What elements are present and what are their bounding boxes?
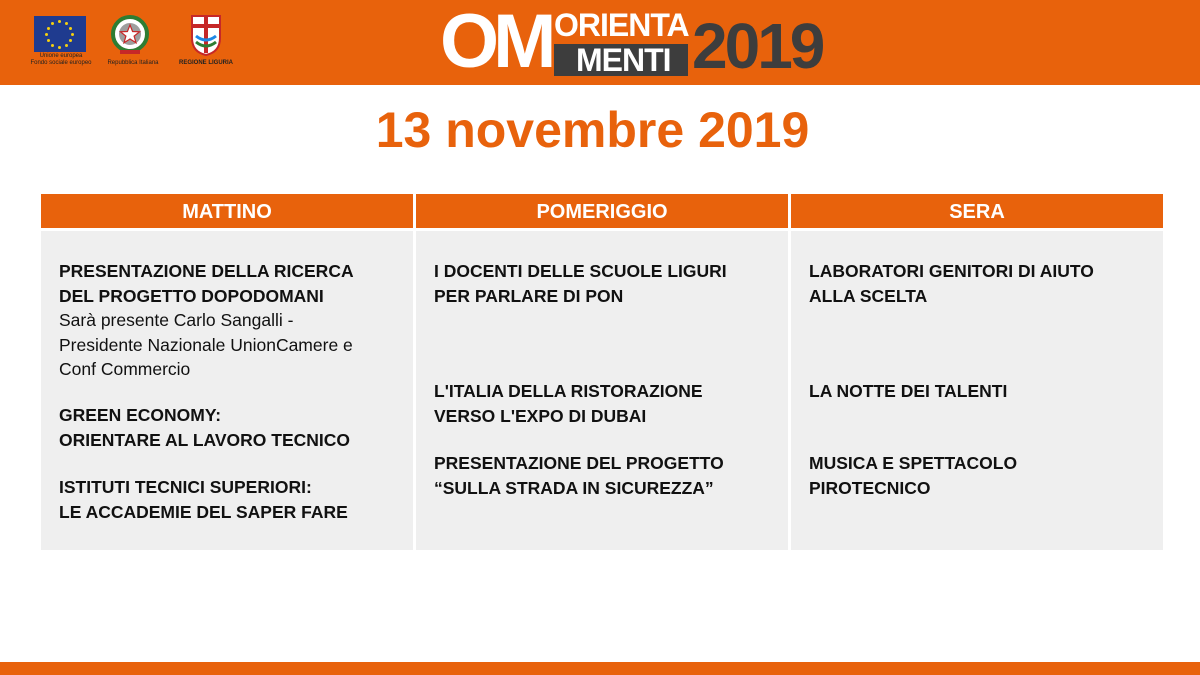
italian-republic-caption: Repubblica Italiana (107, 60, 159, 66)
column-header: POMERIGGIO (416, 194, 788, 228)
column-header: SERA (791, 194, 1163, 228)
schedule-item: PRESENTAZIONE DELLA RICERCA DEL PROGETTO DOPODOMANI Sarà presente Carlo Sangalli - Presidente Nazionale UnionCamere e Conf Commercio (59, 261, 354, 379)
schedule-item: ISTITUTI TECNICI SUPERIORI: LE ACCADEMIE DEL SAPER FARE (59, 477, 348, 522)
schedule-item: GREEN ECONOMY: ORIENTARE AL LAVORO TECNICO (59, 405, 351, 450)
schedule-table (41, 194, 1163, 550)
column-mattino (41, 194, 413, 550)
regione-liguria-caption: REGIONE LIGURIA (178, 60, 233, 66)
header-bar (0, 0, 1200, 85)
footer-bar (0, 662, 1200, 675)
column-body (416, 231, 788, 550)
brand-menti-text: MENTI (576, 42, 671, 78)
brand-orienta-text: ORIENTA (554, 7, 689, 43)
brand-year-text: 2019 (692, 10, 823, 82)
column-body (41, 231, 413, 550)
orientamenti-logo (436, 0, 823, 84)
column-body (791, 231, 1163, 550)
page-title: 13 novembre 2019 (375, 102, 810, 158)
schedule-item: L'ITALIA DELLA RISTORAZIONE VERSO L'EXPO DI DUBAI (434, 381, 703, 426)
italian-republic-emblem-icon (110, 14, 150, 56)
schedule-item: I DOCENTI DELLE SCUOLE LIGURI PER PARLARE DI PON (434, 261, 727, 306)
schedule-item: PRESENTAZIONE DEL PROGETTO “SULLA STRADA IN SICUREZZA” (434, 453, 724, 498)
schedule-item: LABORATORI GENITORI DI AIUTO ALLA SCELTA (809, 261, 1094, 306)
eu-logo-caption: Unione europea Fondo sociale europeo (30, 53, 92, 66)
column-header: MATTINO (41, 194, 413, 228)
schedule-item: MUSICA E SPETTACOLO PIROTECNICO (809, 453, 1018, 498)
column-sera (791, 194, 1163, 550)
column-pomeriggio (416, 194, 788, 550)
eu-flag-icon (34, 16, 86, 52)
regione-liguria-crest-icon (190, 14, 222, 56)
brand-om-mark: OM (440, 0, 551, 84)
schedule-item: LA NOTTE DEI TALENTI (809, 381, 1008, 401)
